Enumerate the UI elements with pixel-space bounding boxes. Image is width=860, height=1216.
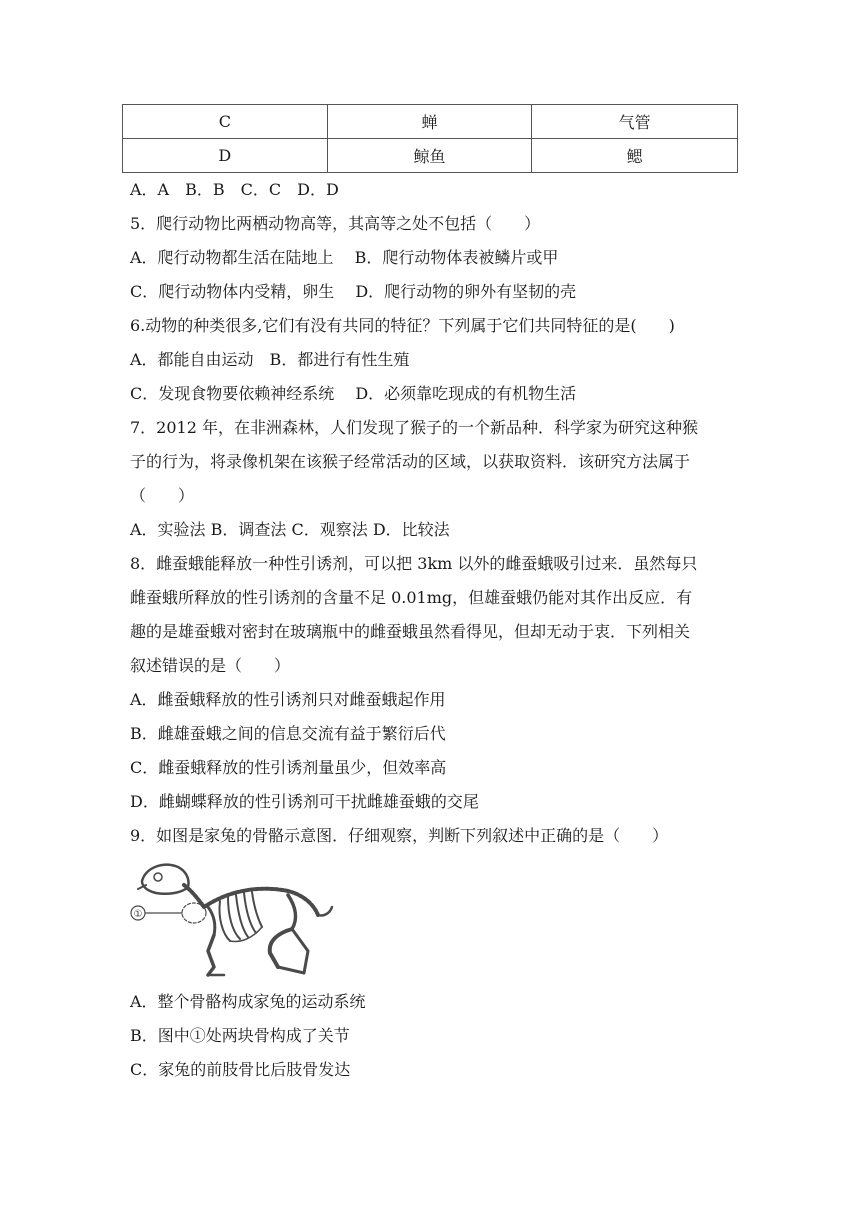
rabbit-skeleton-figure xyxy=(128,855,338,980)
q5-options-cd: C．爬行动物体内受精，卵生 D．爬行动物的卵外有坚韧的壳 xyxy=(130,282,577,301)
q9-option-c: C．家兔的前肢骨比后肢骨发达 xyxy=(130,1060,351,1079)
q7-stem-line2: 子的行为，将录像机架在该猴子经常活动的区域，以获取资料．该研究方法属于 xyxy=(130,452,691,471)
table-cell-animal: 鲸鱼 xyxy=(327,139,532,173)
table-row xyxy=(123,139,738,173)
table-row xyxy=(123,105,738,139)
q7-stem-line3: （ ） xyxy=(130,486,195,505)
table-cell-organ: 鳃 xyxy=(532,139,738,173)
q8-option-c: C．雌蚕蛾释放的性引诱剂量虽少，但效率高 xyxy=(130,758,447,777)
figure-label: ① xyxy=(133,909,143,920)
q9-option-b: B．图中①处两块骨构成了关节 xyxy=(130,1026,350,1045)
q7-options: A．实验法 B．调查法 C．观察法 D．比较法 xyxy=(130,520,450,539)
q9-option-a: A．整个骨骼构成家兔的运动系统 xyxy=(130,992,366,1011)
q8-option-d: D．雌蝴蝶释放的性引诱剂可干扰雌雄蚕蛾的交尾 xyxy=(130,792,479,811)
q8-stem-line1: 8．雌蚕蛾能释放一种性引诱剂，可以把 3km 以外的雌蚕蛾吸引过来．虽然每只 xyxy=(130,554,698,573)
q9-stem: 9．如图是家兔的骨骼示意图．仔细观察，判断下列叙述中正确的是（ ） xyxy=(130,826,669,845)
q6-stem: 6.动物的种类很多,它们有没有共同的特征？下列属于它们共同特征的是( ) xyxy=(130,316,675,335)
q6-options-cd: C．发现食物要依赖神经系统 D．必须靠吃现成的有机物生活 xyxy=(130,384,577,403)
q8-stem-line3: 趣的是雄蚕蛾对密封在玻璃瓶中的雌蚕蛾虽然看得见，但却无动于衷．下列相关 xyxy=(130,622,691,641)
q4-options: A．A B．B C．C D．D xyxy=(130,180,339,199)
q6-options-ab: A．都能自由运动 B．都进行有性生殖 xyxy=(130,350,410,369)
q7-stem-line1: 7．2012 年，在非洲森林，人们发现了猴子的一个新品种．科学家为研究这种猴 xyxy=(130,418,698,437)
q8-option-a: A．雌蚕蛾释放的性引诱剂只对雌蚕蛾起作用 xyxy=(130,690,446,709)
q5-stem: 5．爬行动物比两栖动物高等，其高等之处不包括（ ） xyxy=(130,214,541,233)
table-cell-animal: 蝉 xyxy=(327,105,532,139)
q8-option-b: B．雌雄蚕蛾之间的信息交流有益于繁衍后代 xyxy=(130,724,446,743)
answer-table xyxy=(122,104,738,173)
q8-stem-line4: 叙述错误的是（ ） xyxy=(130,656,291,675)
table-cell-organ: 气管 xyxy=(532,105,738,139)
table-cell-option: D xyxy=(123,139,328,173)
table-cell-option: C xyxy=(123,105,328,139)
q8-stem-line2: 雌蚕蛾所释放的性引诱剂的含量不足 0.01mg，但雄蚕蛾仍能对其作出反应．有 xyxy=(130,588,693,607)
q5-options-ab: A．爬行动物都生活在陆地上 B．爬行动物体表被鳞片或甲 xyxy=(130,248,559,267)
